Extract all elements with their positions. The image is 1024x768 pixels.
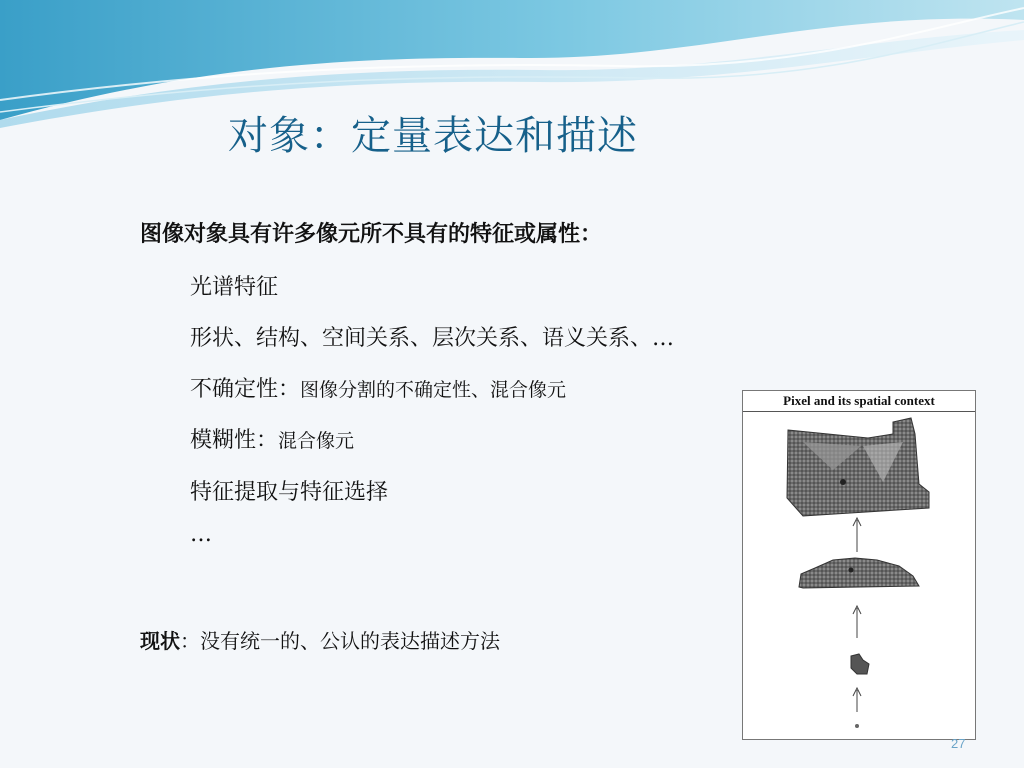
single-pixel <box>855 724 859 728</box>
region-shape-small <box>851 654 869 674</box>
list-item-sub: 图像分割的不确定性、混合像元 <box>300 379 567 401</box>
list-item-main: 光谱特征 <box>190 275 279 300</box>
status-label: 现状 <box>140 629 180 653</box>
region-shape-large <box>787 418 929 516</box>
page-number: 27 <box>951 736 966 751</box>
figure-title: Pixel and its spatial context <box>743 391 975 412</box>
list-item-main: 特征提取与特征选择 <box>190 480 389 505</box>
list-item <box>190 372 566 403</box>
list-item <box>190 321 674 352</box>
list-item <box>190 522 212 547</box>
list-item-main: 模糊性： <box>190 428 279 453</box>
list-item <box>190 475 388 506</box>
list-item-main: 形状、结构、空间关系、层次关系、语义关系、… <box>190 326 675 351</box>
list-item <box>190 423 354 454</box>
status-text: ：没有统一的、公认的表达描述方法 <box>180 629 500 653</box>
pixel-context-illustration <box>743 412 975 740</box>
region-shape-medium <box>799 558 919 588</box>
slide-title: 对象：定量表达和描述 <box>228 113 638 159</box>
list-item-main: … <box>190 522 212 547</box>
list-item-sub: 混合像元 <box>278 430 355 452</box>
intro-text: 图像对象具有许多像元所不具有的特征或属性： <box>140 221 603 247</box>
list-item <box>190 270 278 301</box>
status-line <box>140 625 500 654</box>
pixel-context-figure <box>742 390 976 740</box>
list-item-main: 不确定性： <box>190 377 301 402</box>
